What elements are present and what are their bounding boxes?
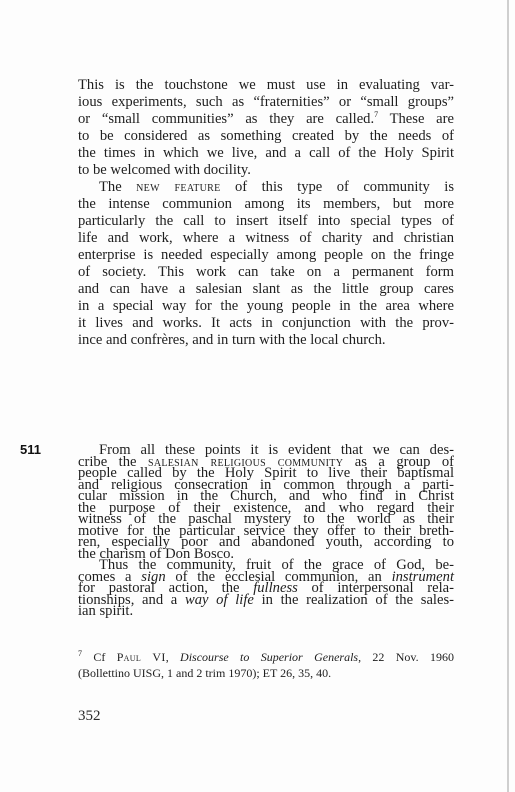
footnote-reference: 7 xyxy=(374,110,379,120)
text-line: This is the touchstone we must use in evaluating var- xyxy=(78,77,454,93)
footnote-line: $^7$ Cf Paul VI, Discourse to Superior Generals, 22 Nov. 1960 xyxy=(78,649,454,664)
text-line: in a special way for the young people in the area where xyxy=(78,298,454,314)
page-number: 352 xyxy=(78,708,101,724)
text-line: ious experiments, such as “fraternities” or “small groups” xyxy=(78,94,454,110)
text-line: and can have a salesian slant as the little group cares xyxy=(78,281,454,297)
text-line: cular mission in the Church, and who find in Christ xyxy=(78,488,454,504)
footnote-mark: 7 xyxy=(78,649,82,658)
text-line: the purpose of their existence, and who regard their xyxy=(78,499,454,516)
text-line: and religious consecration in common through a parti- xyxy=(78,476,454,493)
text-line: for pastoral action, the fullness of interpersonal rela- xyxy=(78,580,454,596)
text-line: ian spirit. xyxy=(78,603,134,619)
text-line: From all these points it is evident that we can des- xyxy=(99,442,454,458)
text-line: to be considered as something created by the needs of xyxy=(78,128,454,144)
text-line: the charism of Don Bosco. xyxy=(78,545,235,562)
text-line: witness of the paschal mystery to the world as their xyxy=(78,511,454,527)
text-line: of society. This work can take on a permanent form xyxy=(78,264,454,280)
text-line: tionships, and a way of life in the realization of the sales- xyxy=(78,591,454,608)
text-line: ren, especially poor and abandoned youth, according to xyxy=(78,534,454,550)
text-line: motive for the particular service they offer to their breth- xyxy=(78,522,454,539)
author-name: Paul VI xyxy=(116,650,166,664)
margin-paragraph-number: 511 xyxy=(20,442,41,457)
footnote-line: (Bollettino UISG, 1 and 2 trim 1970); ET 26, 35, 40. xyxy=(78,666,332,680)
text-line: ince and confrères, and in turn with the local church. xyxy=(78,332,386,348)
text-line: to be welcomed with docility. xyxy=(78,162,251,178)
small-caps-term: salesian religious community xyxy=(147,453,344,470)
text-line: life and work, where a witness of charity and christian xyxy=(78,230,454,246)
text-line: it lives and works. It acts in conjunction with the prov- xyxy=(78,315,454,331)
page-edge xyxy=(507,0,509,792)
text-line: the intense communion among its members, but more xyxy=(78,196,454,212)
text-line: particularly the call to insert itself into special types of xyxy=(78,213,454,229)
text-line: The new feature of this type of community is xyxy=(99,179,454,195)
small-caps-term: new feature xyxy=(136,179,221,195)
cited-title: Discourse to Superior Generals xyxy=(180,650,359,664)
text-line: comes a sign of the ecclesial communion, an instrument xyxy=(78,568,455,585)
text-line: enterprise is needed especially among people on the fringe xyxy=(78,247,454,263)
text-line: the times in which we live, and a call of the Holy Spirit xyxy=(78,145,454,161)
text-line: people called by the Holy Spirit to live their baptismal xyxy=(78,465,454,481)
text-line: Thus the community, fruit of the grace of God, be- xyxy=(99,557,454,573)
text-line: or “small communities” as they are called.$^7$ These are xyxy=(78,110,454,127)
text-line: cribe the salesian religious community as a group of xyxy=(78,453,455,470)
